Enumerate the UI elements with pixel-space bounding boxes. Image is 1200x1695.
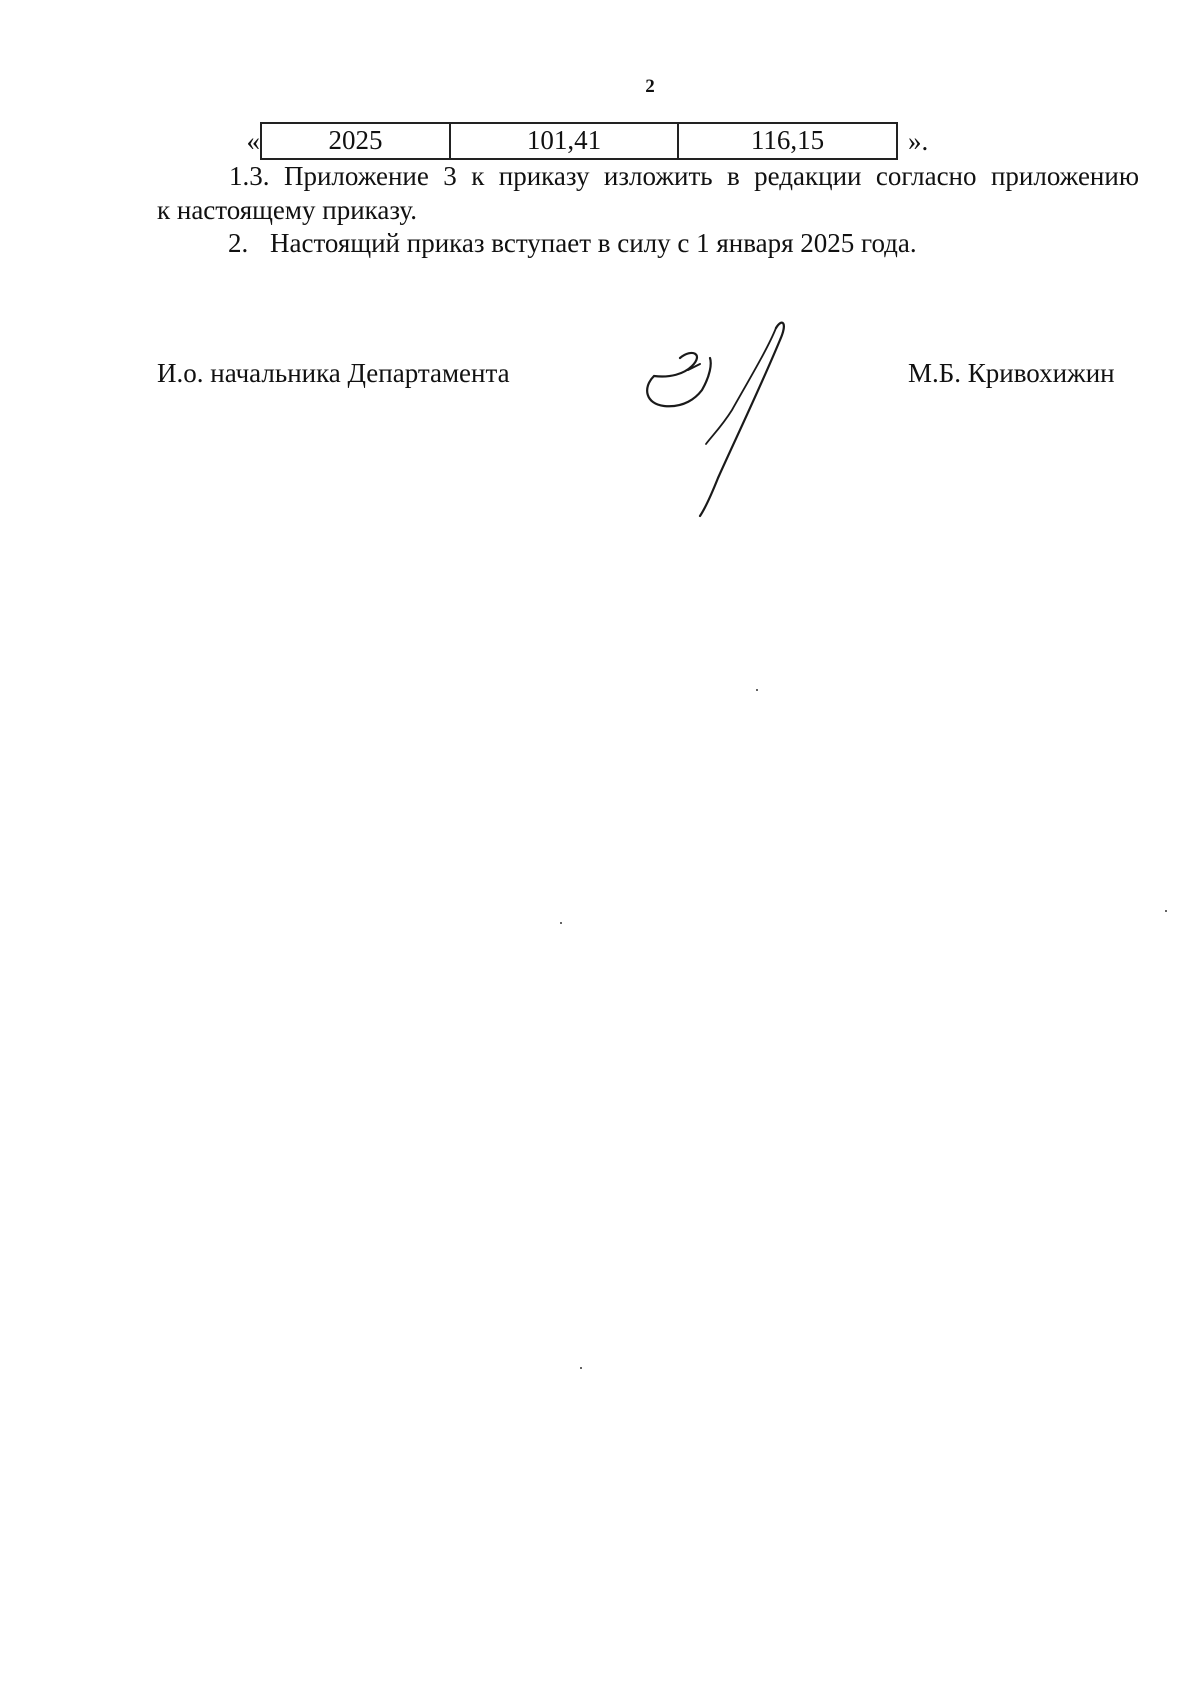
table-cell-year: 2025 [261,123,450,159]
signatory-position: И.о. начальника Департамента [157,358,510,388]
table-row [261,123,897,159]
paragraph-2 [228,226,917,260]
page-number: 2 [645,76,655,97]
paragraph-2-number: 2. [228,228,249,258]
scan-speck [756,689,758,691]
table-continuation [238,123,928,159]
scan-speck [580,1367,582,1369]
scan-speck [560,922,562,924]
handwritten-signature [640,318,800,528]
scan-speck [1165,910,1167,912]
signatory-name: М.Б. Кривохижин [908,358,1115,388]
close-quote: ». [908,125,929,156]
table-cell-value-1: 101,41 [450,123,678,159]
table-cell-value-2: 116,15 [678,123,897,159]
paragraph-1-3-line-2: к настоящему приказу. [157,195,417,225]
paragraph-1-3-line-1: 1.3. Приложение 3 к приказу изложить в редакции согласно приложению [229,161,1139,191]
paragraph-2-text: Настоящий приказ вступает в силу с 1 января 2025 года. [270,228,917,258]
open-quote: « [246,125,260,156]
data-table [260,122,898,160]
